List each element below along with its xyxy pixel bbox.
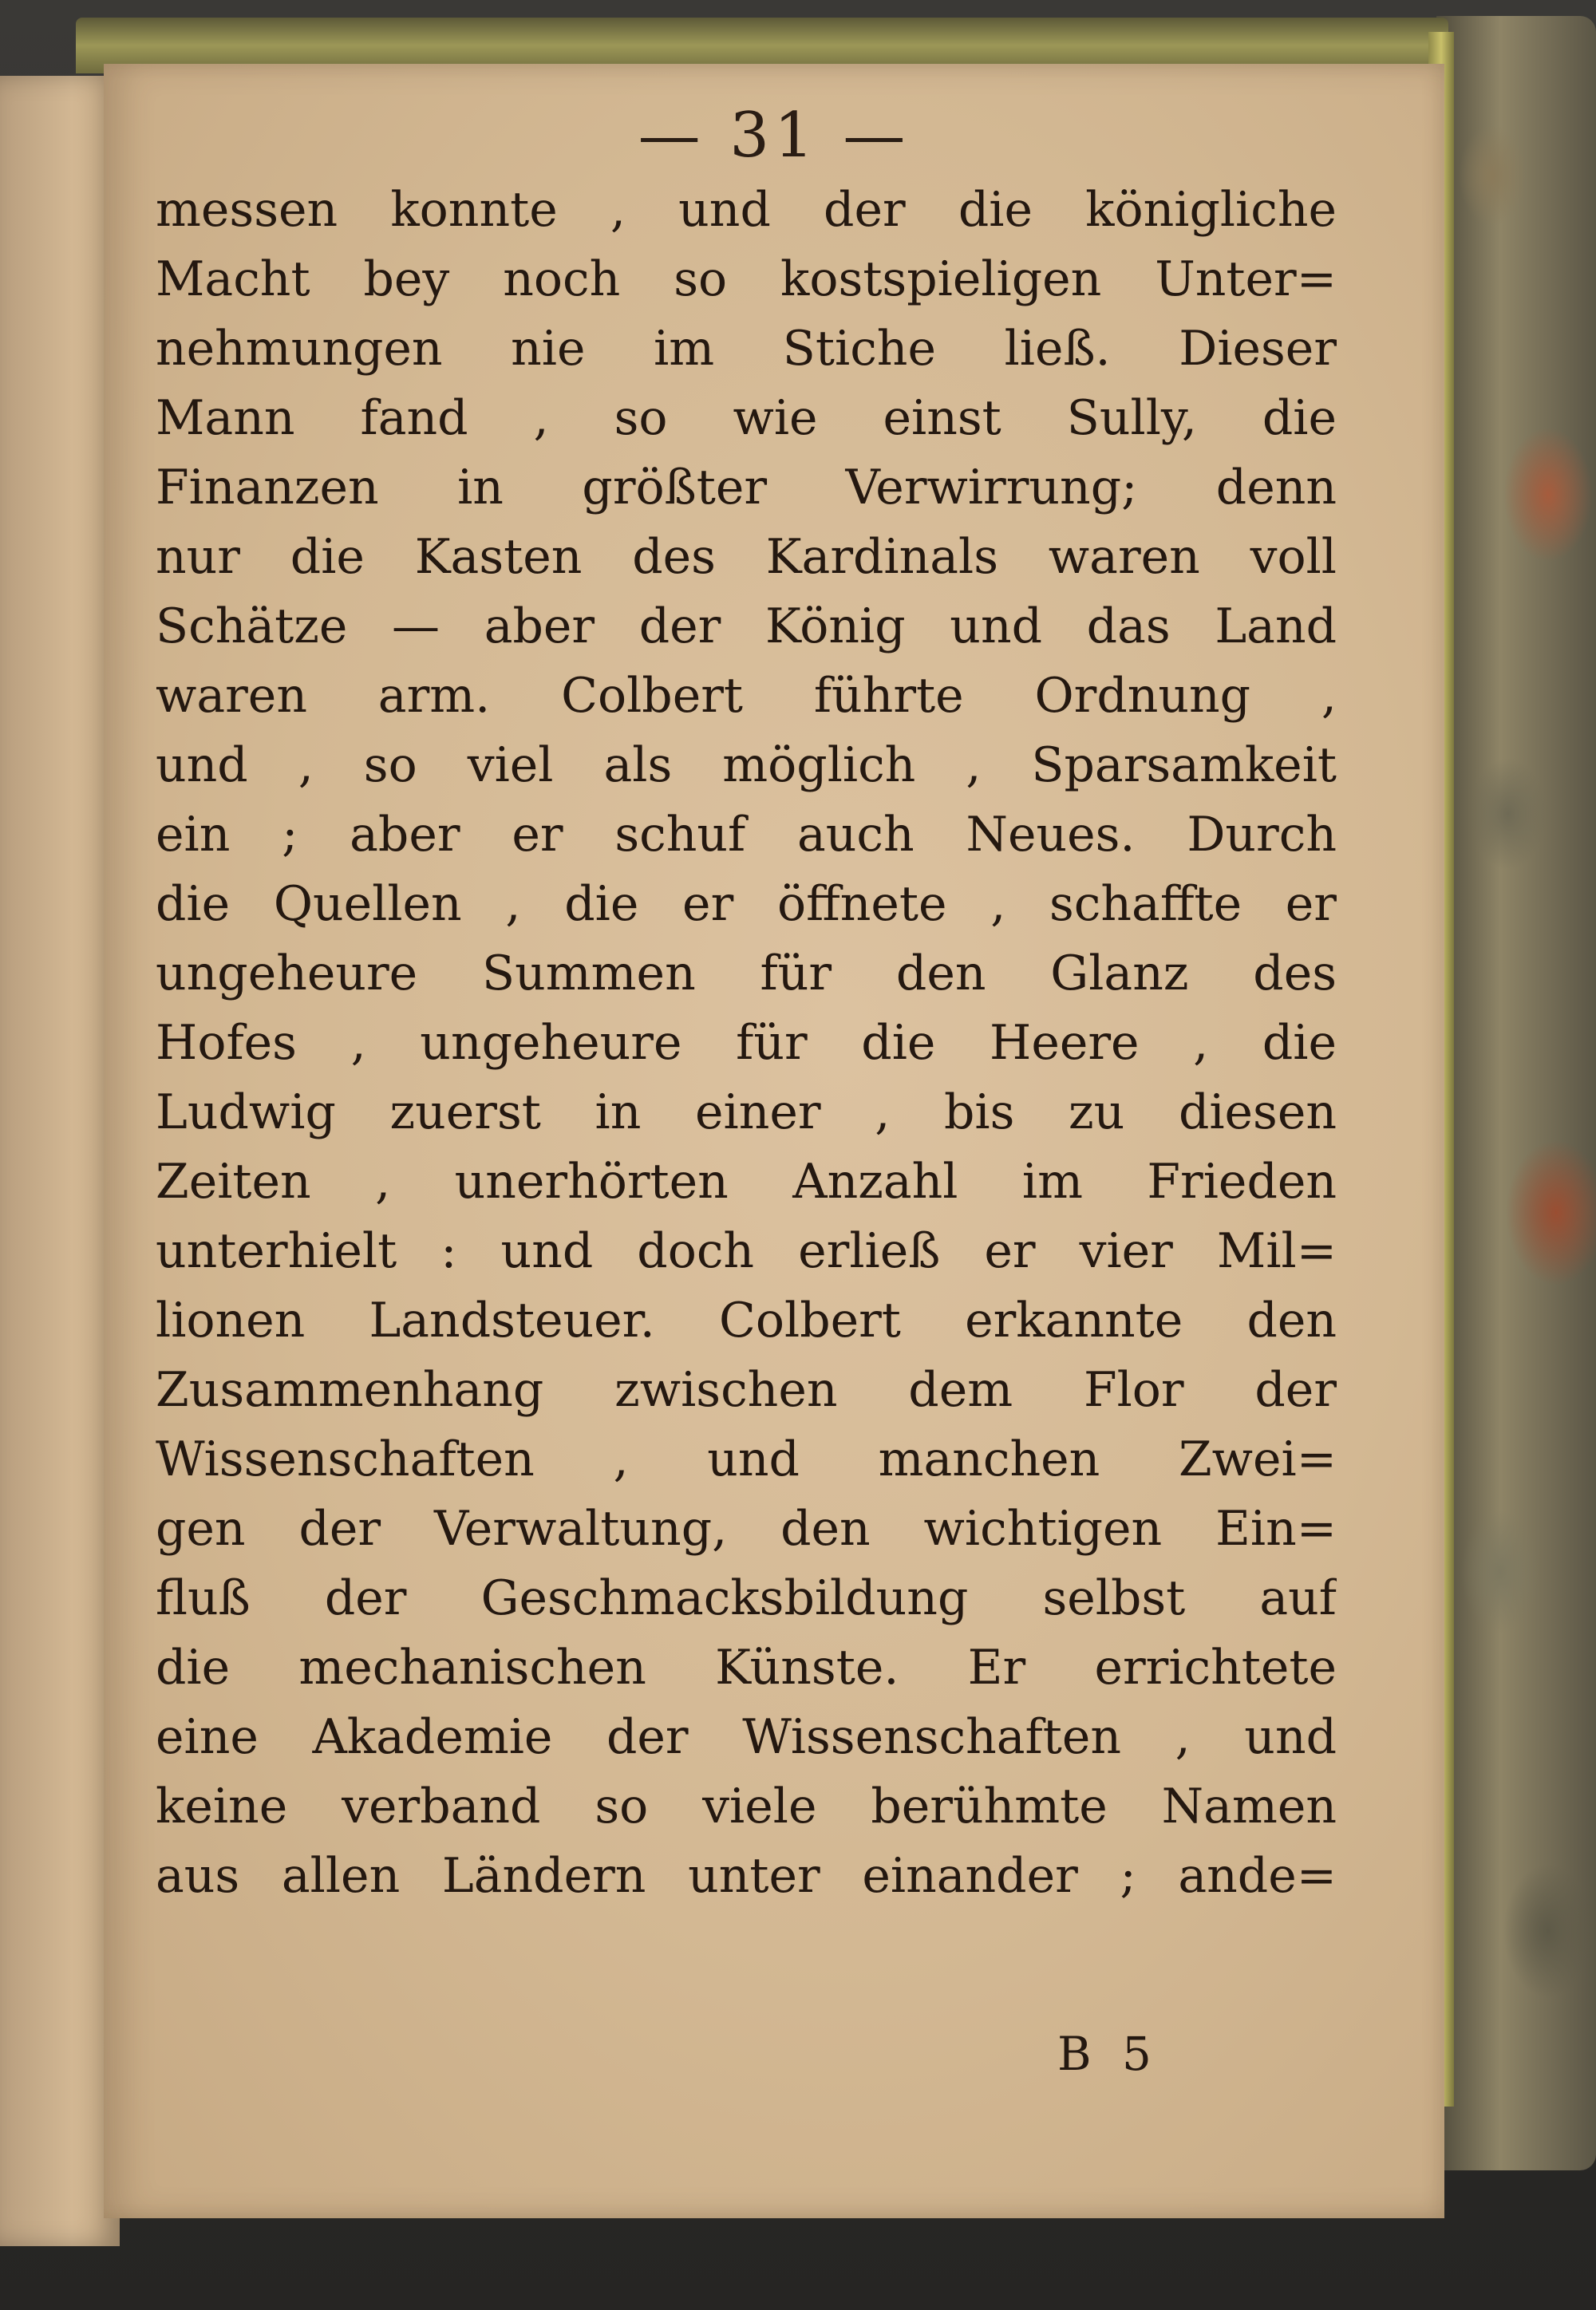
text-line: unterhielt : und doch erließ er vier Mil= bbox=[156, 1223, 1337, 1279]
page-number: — 31 — bbox=[638, 100, 911, 172]
text-line: ungeheure Summen für den Glanz des bbox=[156, 946, 1337, 1001]
signature-mark: B 5 bbox=[1057, 2027, 1159, 2081]
marbled-cover bbox=[1436, 16, 1596, 2170]
text-line: gen der Verwaltung, den wichtigen Ein= bbox=[156, 1501, 1337, 1557]
text-line: aus allen Ländern unter einander ; ande= bbox=[156, 1848, 1337, 1904]
text-line: Ludwig zuerst in einer , bis zu diesen bbox=[156, 1084, 1337, 1140]
text-line: nehmungen nie im Stiche ließ. Dieser bbox=[156, 321, 1337, 377]
text-line: Wissenschaften , und manchen Zwei= bbox=[156, 1431, 1337, 1487]
text-line: eine Akademie der Wissenschaften , und bbox=[156, 1709, 1337, 1765]
text-line: Finanzen in größter Verwirrung; denn bbox=[156, 460, 1337, 515]
text-line: waren arm. Colbert führte Ordnung , bbox=[156, 668, 1337, 724]
text-line: Zusammenhang zwischen dem Flor der bbox=[156, 1362, 1337, 1418]
text-line: Zeiten , unerhörten Anzahl im Frieden bbox=[156, 1154, 1337, 1210]
text-line: nur die Kasten des Kardinals waren voll bbox=[156, 529, 1337, 585]
text-line: die Quellen , die er öffnete , schaffte er bbox=[156, 876, 1337, 932]
text-line: Macht bey noch so kostspieligen Unter= bbox=[156, 251, 1337, 307]
text-line: die mechanischen Künste. Er errichtete bbox=[156, 1640, 1337, 1696]
text-line: ein ; aber er schuf auch Neues. Durch bbox=[156, 807, 1337, 863]
book-page bbox=[104, 64, 1444, 2218]
text-line: Mann fand , so wie einst Sully, die bbox=[156, 390, 1337, 446]
text-line: und , so viel als möglich , Sparsamkeit bbox=[156, 737, 1337, 793]
text-line: fluß der Geschmacksbildung selbst auf bbox=[156, 1570, 1337, 1626]
text-line: lionen Landsteuer. Colbert erkannte den bbox=[156, 1293, 1337, 1348]
text-line: messen konnte , und der die königliche bbox=[156, 182, 1337, 238]
body-text bbox=[156, 176, 1337, 1911]
text-line: Schätze — aber der König und das Land bbox=[156, 598, 1337, 654]
text-line: keine verband so viele berühmte Namen bbox=[156, 1779, 1337, 1834]
text-line: Hofes , ungeheure für die Heere , die bbox=[156, 1015, 1337, 1071]
left-page-edge bbox=[0, 76, 120, 2246]
